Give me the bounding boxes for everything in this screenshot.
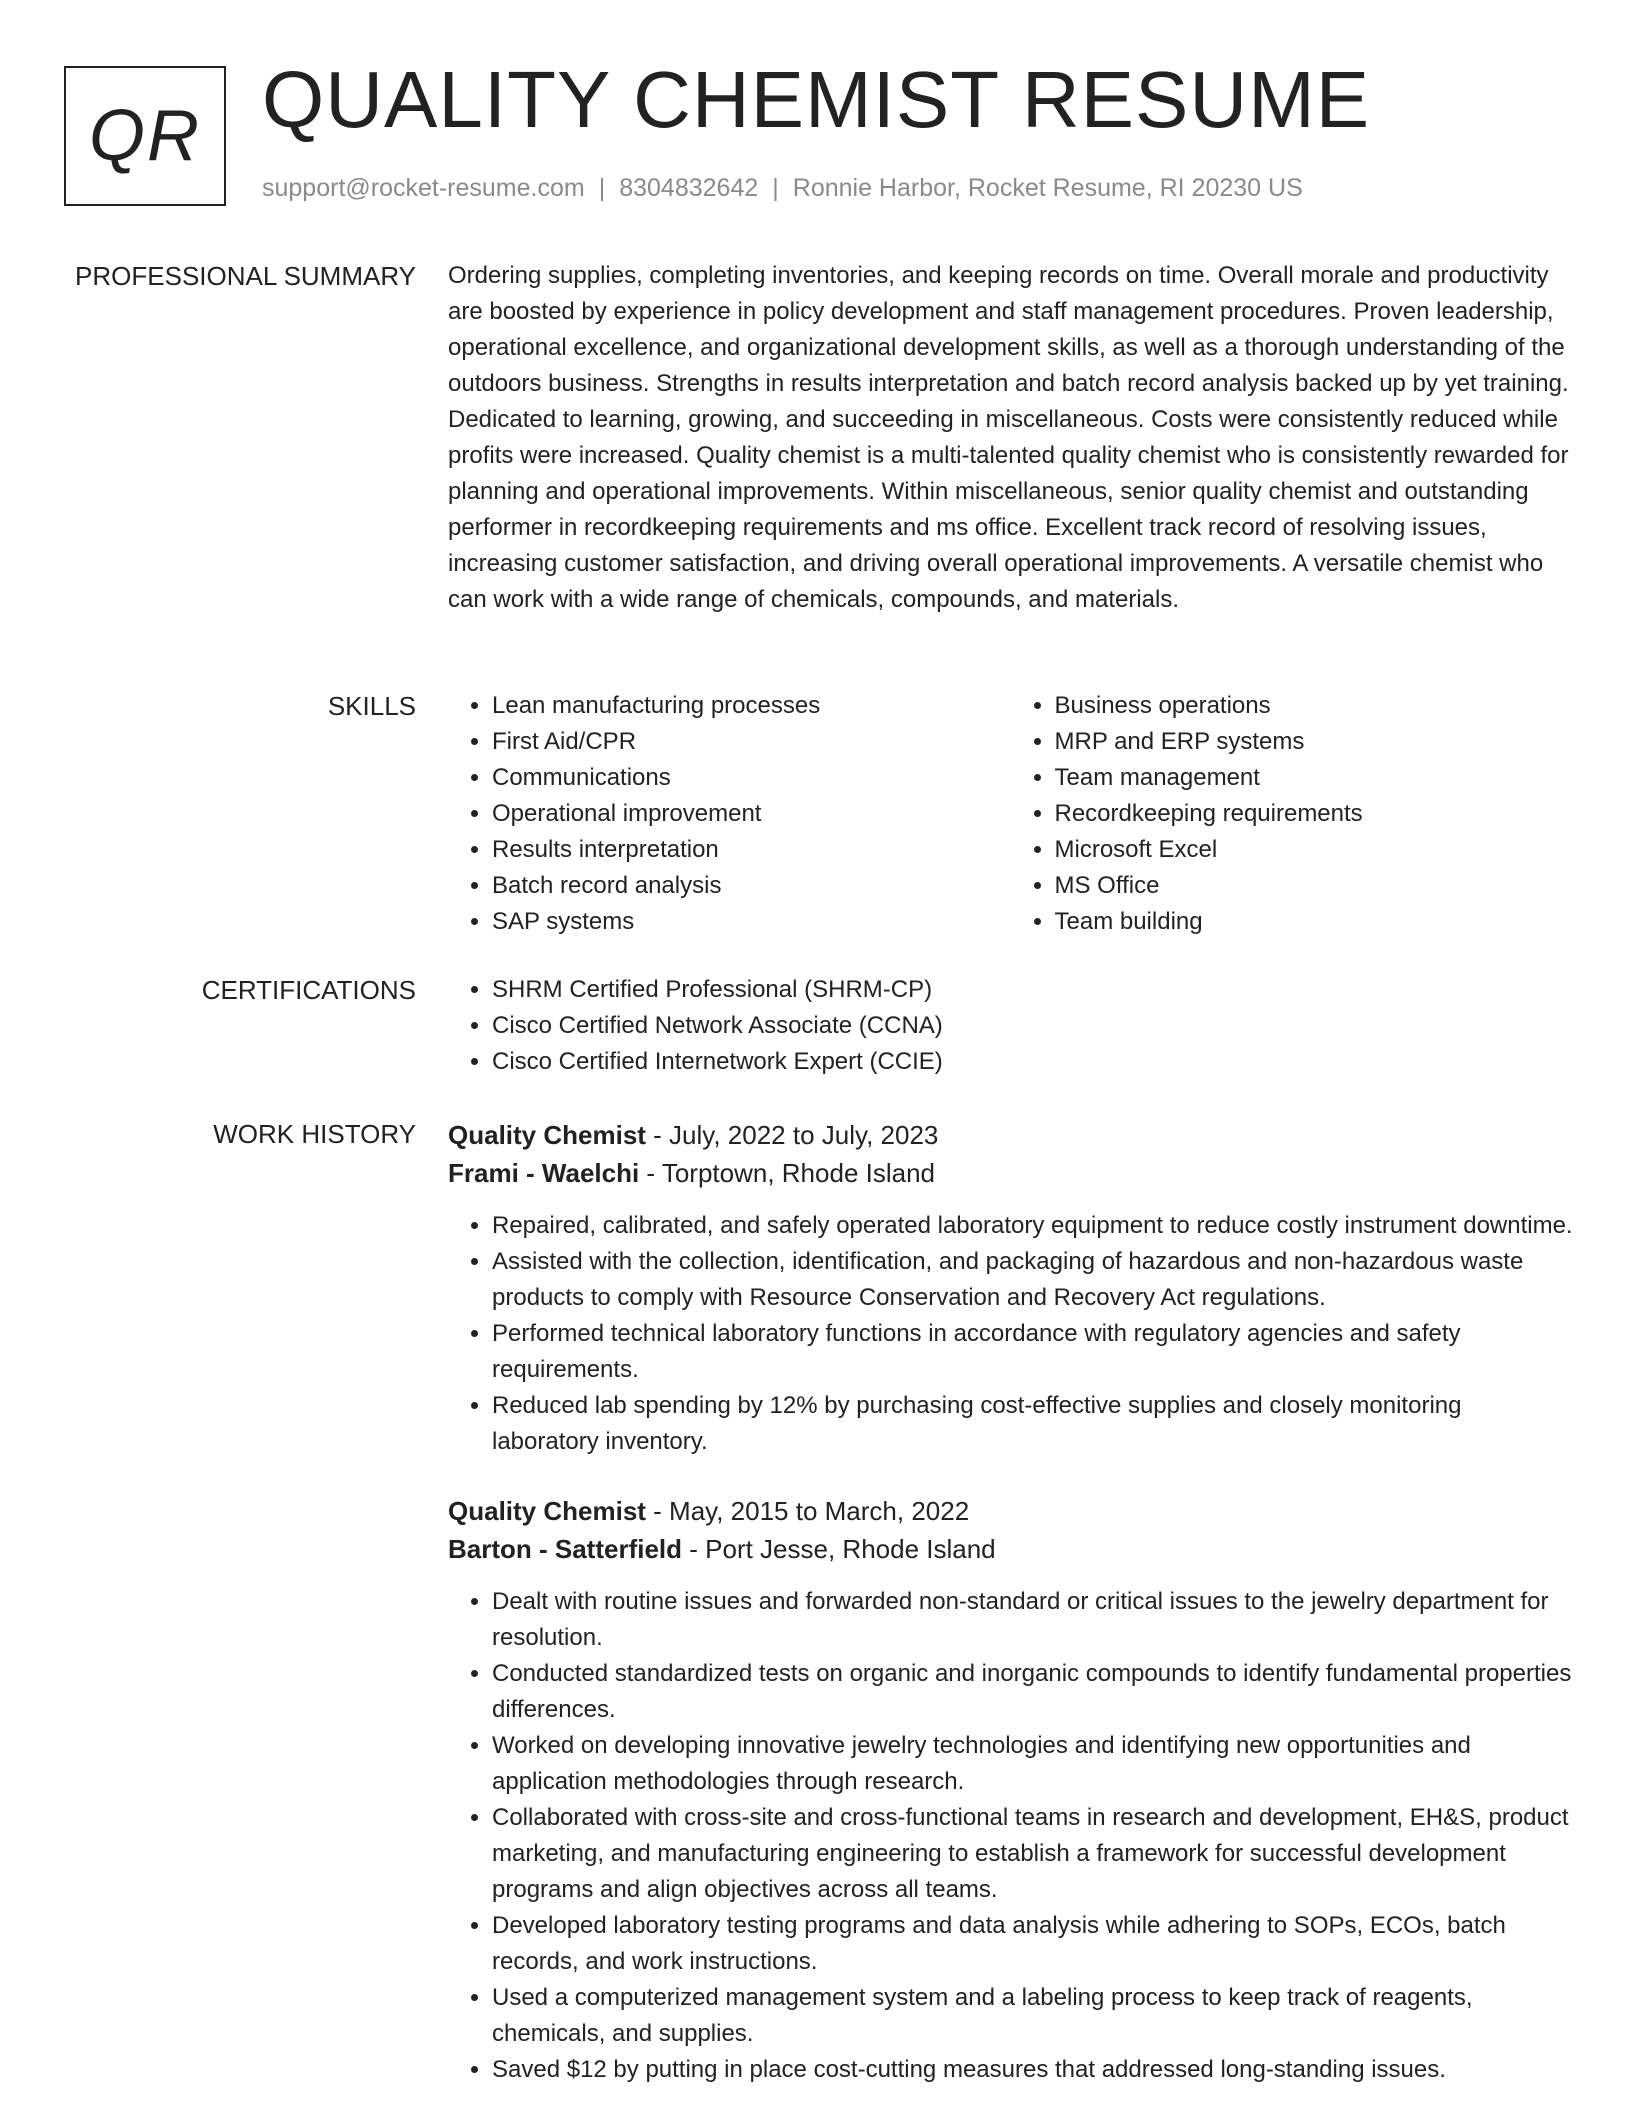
certification-item: • Cisco Certified Internetwork Expert (CCIE) bbox=[492, 1044, 1573, 1080]
job-dates: - July, 2022 to July, 2023 bbox=[645, 1120, 939, 1150]
job-title-line bbox=[448, 1116, 1573, 1154]
skills-list-right bbox=[1011, 688, 1574, 940]
job-bullets bbox=[448, 1208, 1573, 1460]
certifications-label: CERTIFICATIONS bbox=[201, 975, 416, 1005]
job-dates: - May, 2015 to March, 2022 bbox=[645, 1496, 970, 1526]
job-company-line bbox=[448, 1154, 1573, 1192]
job-bullet: • Worked on developing innovative jewelry technologies and identifying new opportunities and application methodologies through research. bbox=[492, 1728, 1573, 1800]
job-bullet: • Conducted standardized tests on organic and inorganic compounds to identify fundamental properties differences. bbox=[492, 1656, 1573, 1728]
skill-item: • Team building bbox=[1055, 904, 1574, 940]
certifications-list bbox=[448, 972, 1573, 1080]
skills-list-left bbox=[448, 688, 1011, 940]
job-company: Barton - Satterfield bbox=[448, 1534, 683, 1564]
job-bullet: • Used a computerized management system and a labeling process to keep track of reagents, chemicals, and supplies. bbox=[492, 1980, 1573, 2052]
skill-item: • MRP and ERP systems bbox=[1055, 724, 1574, 760]
skill-item: • Microsoft Excel bbox=[1055, 832, 1574, 868]
skill-item: • Team management bbox=[1055, 760, 1574, 796]
job-title: Quality Chemist bbox=[448, 1496, 646, 1526]
job-location: - Port Jesse, Rhode Island bbox=[682, 1534, 996, 1564]
skill-item: • SAP systems bbox=[492, 904, 1011, 940]
job-bullet: • Saved $12 by putting in place cost-cutting measures that addressed long-standing issues. bbox=[492, 2052, 1573, 2088]
job-entry bbox=[448, 1116, 1573, 1460]
job-entry bbox=[448, 1492, 1573, 2088]
skill-item: • Lean manufacturing processes bbox=[492, 688, 1011, 724]
summary-text: Ordering supplies, completing inventories, and keeping records on time. Overall morale and productivity are boosted by experience in policy development and staff management procedures. Proven leadership, operational excellence, and organizational development skills, as well as a thorough understanding of the outdoors business. Strengths in results interpretation and batch record analysis backed up by yet training. Dedicated to learning, growing, and succeeding in miscellaneous. Costs were consistently reduced while profits were increased. Quality chemist is a multi-talented quality chemist who is consistently rewarded for planning and operational improvements. Within miscellaneous, senior quality chemist and outstanding performer in recordkeeping requirements and ms office. Excellent track record of resolving issues, increasing customer satisfaction, and driving overall operational improvements. A versatile chemist who can work with a wide range of chemicals, compounds, and materials. bbox=[448, 262, 1569, 613]
job-company: Frami - Waelchi bbox=[448, 1158, 640, 1188]
skill-item: • Recordkeeping requirements bbox=[1055, 796, 1574, 832]
job-location: - Torptown, Rhode Island bbox=[639, 1158, 936, 1188]
contact-separator: | bbox=[772, 174, 779, 202]
skill-item: • Batch record analysis bbox=[492, 868, 1011, 904]
job-bullet: • Dealt with routine issues and forwarded non-standard or critical issues to the jewelry department for resolution. bbox=[492, 1584, 1573, 1656]
skill-item: • First Aid/CPR bbox=[492, 724, 1011, 760]
skill-item: • Communications bbox=[492, 760, 1011, 796]
job-bullet: • Developed laboratory testing programs and data analysis while adhering to SOPs, ECOs, batch records, and work instructions. bbox=[492, 1908, 1573, 1980]
job-bullet: • Repaired, calibrated, and safely operated laboratory equipment to reduce costly instrument downtime. bbox=[492, 1208, 1573, 1244]
work-history-label: WORK HISTORY bbox=[213, 1119, 416, 1149]
skill-item: • Operational improvement bbox=[492, 796, 1011, 832]
contact-email: support@rocket-resume.com bbox=[262, 174, 585, 202]
contact-separator: | bbox=[598, 174, 606, 202]
job-title-line bbox=[448, 1492, 1573, 1530]
job-title: Quality Chemist bbox=[448, 1120, 646, 1150]
certification-item: • Cisco Certified Network Associate (CCNA) bbox=[492, 1008, 1573, 1044]
work-history-body bbox=[448, 1116, 1573, 2088]
monogram-logo: QR bbox=[64, 66, 226, 206]
job-bullet: • Performed technical laboratory functions in accordance with regulatory agencies and safety requirements. bbox=[492, 1316, 1573, 1388]
job-bullets bbox=[448, 1584, 1573, 2088]
skills-label: SKILLS bbox=[327, 691, 416, 721]
skill-item: • Business operations bbox=[1055, 688, 1574, 724]
contact-address: Ronnie Harbor, Rocket Resume, RI 20230 US bbox=[792, 174, 1303, 202]
skill-item: • Results interpretation bbox=[492, 832, 1011, 868]
skill-item: • MS Office bbox=[1055, 868, 1574, 904]
job-company-line bbox=[448, 1530, 1573, 1568]
job-bullet: • Collaborated with cross-site and cross-functional teams in research and development, EH&S, product marketing, and manufacturing engineering to establish a framework for successful development programs and align objectives across all teams. bbox=[492, 1800, 1573, 1908]
certifications-body bbox=[448, 972, 1573, 1080]
certification-item: • SHRM Certified Professional (SHRM-CP) bbox=[492, 972, 1573, 1008]
contact-line bbox=[262, 174, 1303, 203]
job-bullet: • Assisted with the collection, identification, and packaging of hazardous and non-hazardous waste products to comply with Resource Conservation and Recovery Act regulations. bbox=[492, 1244, 1573, 1316]
summary-label: PROFESSIONAL SUMMARY bbox=[75, 261, 416, 291]
skills-columns bbox=[448, 688, 1573, 940]
page-title: QUALITY CHEMIST RESUME bbox=[262, 55, 1371, 144]
contact-phone: 8304832642 bbox=[619, 174, 759, 202]
job-bullet: • Reduced lab spending by 12% by purchasing cost-effective supplies and closely monitoring laboratory inventory. bbox=[492, 1388, 1573, 1460]
